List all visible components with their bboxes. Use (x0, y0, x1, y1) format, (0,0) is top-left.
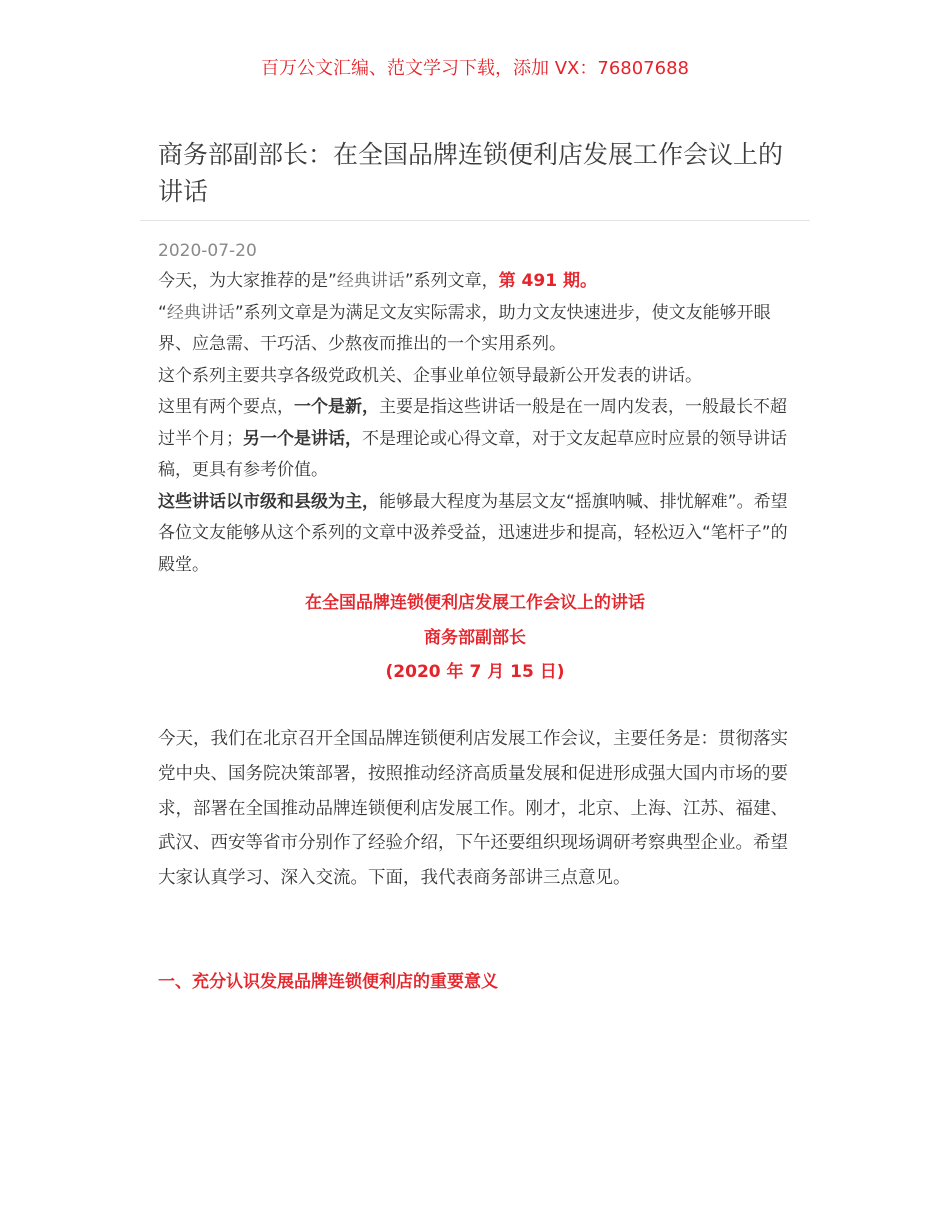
article-title: 商务部副部长：在全国品牌连锁便利店发展工作会议上的讲话 (158, 140, 784, 206)
intro-text: 能够最大程度为基层文友“摇旗呐喊、排忧解难”。希望各位文友能够从这个系列的文章中汲养受益，迅速进步和提高，轻松迈入“笔杆子”的殿堂。 (158, 491, 788, 575)
intro-text: 主要是指这些讲话一般是在一周内发表，一般最长不超过半个月； (158, 397, 787, 449)
intro-text: 不是理论或心得文章，对于文友起草应时应景的领导讲话稿，更具有参考价值。 (158, 428, 787, 480)
intro-text: 今天，为大家推荐的是” (158, 271, 337, 291)
publish-date: 2020-07-20 (158, 241, 257, 261)
title-divider (140, 220, 810, 221)
speech-paragraph: 今天，我们在北京召开全国品牌连锁便利店发展工作会议，主要任务是：贯彻落实党中央、国务院决策部署，按照推动经济高质量发展和促进形成强大国内市场的要求，部署在全国推动品牌连锁便利店发展工作。刚才，北京、上海、江苏、福建、武汉、西安等省市分别作了经验介绍，下午还要组织现场调研考察典型企业。希望大家认真学习、深入交流。下面，我代表商务部讲三点意见。 (158, 729, 788, 889)
section-heading: 一、充分认识发展品牌连锁便利店的重要意义 (158, 972, 498, 992)
key-point: 这些讲话以市级和县级为主， (158, 491, 379, 512)
intro-paragraph-5 (158, 487, 794, 582)
intro-section (158, 266, 794, 581)
key-point: 一个是新， (294, 397, 379, 417)
intro-paragraph-1 (158, 266, 794, 298)
intro-paragraph-4 (158, 392, 794, 487)
intro-text: 这里有两个要点， (158, 397, 294, 417)
header-banner: 百万公文汇编、范文学习下载，添加 VX：76807688 (261, 58, 689, 79)
intro-text: ”系列文章是为满足文友实际需求，助力文友快速进步，使文友能够开眼界、应急需、干巧活、少熬夜而推出的一个实用系列。 (158, 302, 771, 354)
intro-text: ”系列文章， (404, 271, 499, 291)
speech-heading: 在全国品牌连锁便利店发展工作会议上的讲话 (305, 593, 645, 613)
intro-text: “ (158, 302, 167, 323)
series-name: 经典讲话 (336, 271, 405, 291)
key-point: 另一个是讲话， (243, 428, 362, 449)
speech-header (0, 586, 950, 690)
speech-date: (2020 年 7 月 15 日) (385, 662, 565, 682)
series-name: 经典讲话 (166, 302, 235, 323)
issue-number: 第 491 期。 (498, 271, 597, 291)
intro-paragraph-2 (158, 298, 794, 361)
intro-paragraph-3: 这个系列主要共享各级党政机关、企事业单位领导最新公开发表的讲话。 (158, 365, 702, 386)
speech-speaker: 商务部副部长 (424, 627, 526, 648)
